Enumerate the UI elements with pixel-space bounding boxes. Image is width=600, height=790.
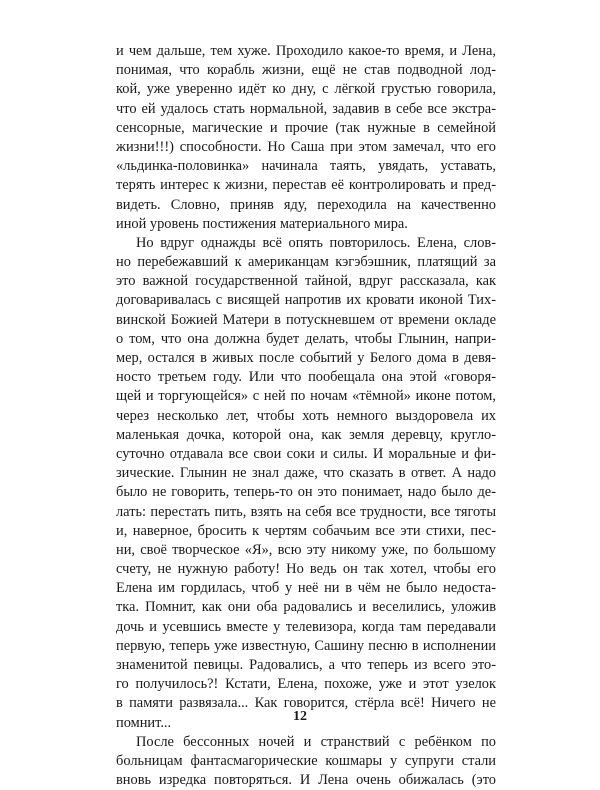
text-line: жизни!!!) способности. Но Саша при этом замечал, что его (116, 138, 496, 155)
page-number: 12 (293, 709, 307, 724)
text-line: помнит... (116, 714, 172, 731)
text-line: счету, не нужную работу! Но ведь он так хотел, чтобы его (116, 561, 496, 578)
text-line: зические. Глынин не знал даже, что сказать в ответ. А надо (116, 465, 496, 482)
text-line: После бессонных ночей и странствий с ребёнком по (136, 733, 496, 750)
text-line: но перебежавший к американцам кэгэбэшник, платящий за (116, 254, 496, 271)
text-line: и, наверное, бросить к чертям собачьим все эти стихи, пес- (116, 522, 496, 539)
text-line: первую, теперь уже известную, Сашину песню в исполнении (116, 637, 496, 654)
text-line: маленькая дочка, которой она, как земля деревцу, кругло- (116, 426, 496, 443)
text-line: винской Божией Матери в потускневшем от времени окладе (116, 311, 496, 328)
text-line: что ей удалось стать нормальной, задавив в себе все экстра- (116, 100, 496, 117)
body-text (116, 42, 496, 790)
paragraph (116, 733, 496, 790)
text-line: мер, остался в живых после событий у Белого дома в девя- (116, 350, 496, 366)
text-line: сенсорные, магические и прочие (так нужные в семейной (116, 119, 496, 136)
text-line: и чем дальше, тем хуже. Проходило какое-то время, и Лена, (116, 43, 496, 59)
text-line: знаменитой певицы. Радовались, а что теперь из всего это- (116, 657, 496, 673)
text-line: больницам фантасмагорические кошмары у супруги стали (116, 752, 496, 769)
text-line: Но вдруг однажды всё опять повторилось. Елена, слов- (136, 234, 496, 251)
text-line: «льдинка-половинка» начинала таять, увядать, уставать, (116, 158, 496, 175)
text-line: кой, уже уверенно идёт ко дну, с лёгкой грустью говорила, (116, 81, 496, 98)
text-line: Елена им гордилась, чтоб у неё ни в чём не было недоста- (116, 580, 496, 597)
text-line: понимая, что корабль жизни, ещё не став подводной лод- (116, 62, 496, 79)
text-line: это важной государственной тайной, вдруг рассказала, как (116, 273, 496, 290)
paragraph (116, 42, 496, 234)
text-line: тка. Помнит, как они оба радовались и веселились, уложив (116, 599, 496, 616)
text-line: о том, что она должна будет делать, чтобы Глынин, напри- (116, 330, 496, 347)
paragraph (116, 234, 496, 733)
text-line: го получилось?! Кстати, Елена, похоже, уже и этот узелок (116, 676, 496, 693)
text-line: вновь изредка повторяться. И Лена очень обижалась (это (116, 772, 496, 789)
text-line: дочь и усевшись вместе у телевизора, когда там передавали (116, 618, 496, 635)
text-line: суточно отдавала все свои соки и силы. И моральные и фи- (116, 445, 496, 462)
text-line: через несколько лет, чтобы хоть немного выздоровела их (116, 407, 496, 424)
text-line: видеть. Словно, приняв яду, переходила на качественно (116, 196, 496, 213)
text-line: лать: перестать пить, взять на себя все трудности, все тяготы (116, 503, 496, 520)
text-line: щей и торгующейся» с ней по ночам «тёмной» иконе потом, (116, 388, 496, 405)
text-line: в памяти развязала... Как говорится, стёрла всё! Ничего не (116, 695, 496, 712)
text-line: ни, своё творческое «Я», всю эту никому уже, по большому (116, 541, 496, 558)
text-line: иной уровень постижения материального мира. (116, 215, 408, 232)
text-line: терять интерес к жизни, перестав её контролировать и пред- (116, 177, 496, 194)
text-line: ностo третьем году. Или что пообещала она этой «говоря- (116, 369, 496, 386)
text-line: было не говорить, теперь-то он это понимает, надо было де- (116, 484, 496, 501)
text-line: договаривалась с висящей напротив их кровати иконой Тих- (116, 292, 496, 309)
